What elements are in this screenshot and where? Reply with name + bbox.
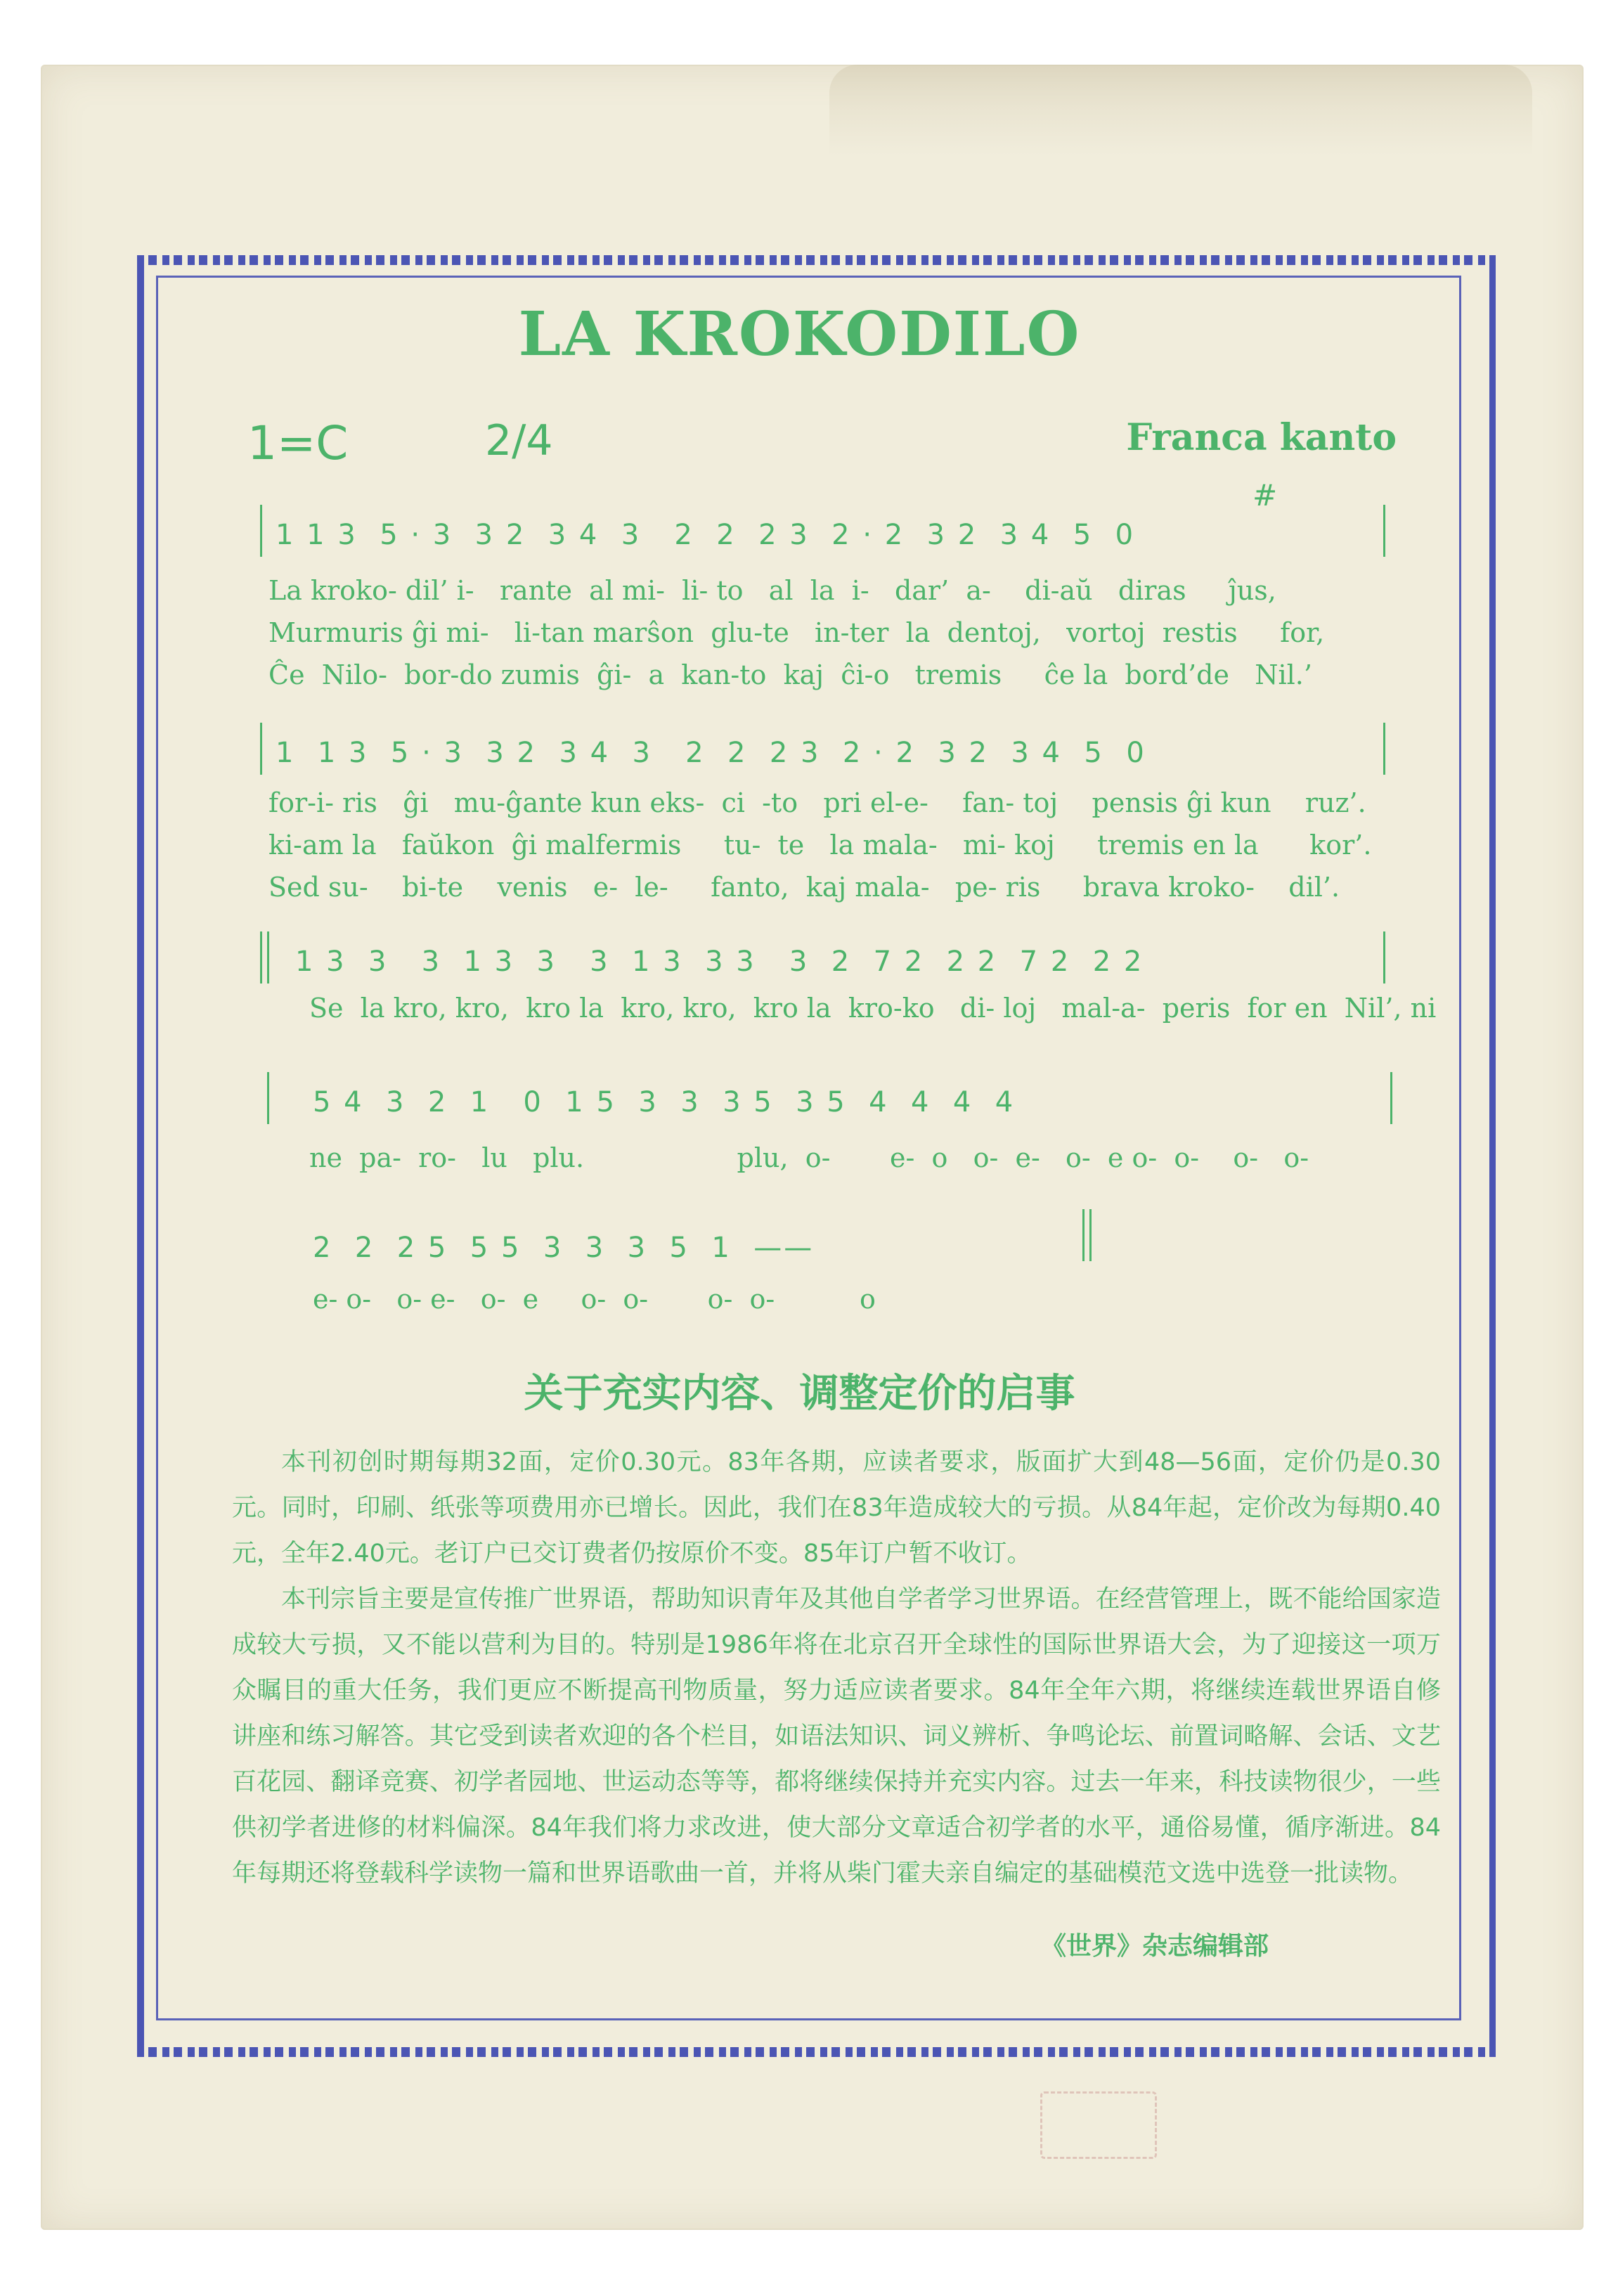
song-origin: Franca kanto bbox=[1126, 416, 1397, 459]
notice-paragraph-1: 本刊初创时期每期32面，定价0.30元。83年各期，应读者要求，版面扩大到48—56面，定价仍是0.30元。同时，印刷、纸张等项费用亦已增长。因此，我们在83年造成较大的亏损。从84年起，定价改为每期0.40元，全年2.40元。老订户已交订费者仍按原价不变。85年订户暂不收订。 bbox=[232, 1448, 1441, 1568]
lyric-line-2-verse-3: Sed su- bi-te venis e- le- fanto, kaj mala- pe- ris brava kroko- dil’. bbox=[268, 872, 1340, 903]
song-title: LA KROKODILO bbox=[518, 299, 1081, 370]
lyric-line-2-verse-1: for-i- ris ĝi mu-ĝante kun eks- ci -to pri el-e- fan- toj pensis ĝi kun ruz’. bbox=[268, 787, 1366, 818]
paper-fold bbox=[829, 65, 1532, 156]
barline bbox=[1089, 1209, 1092, 1261]
time-signature: 2/4 bbox=[485, 416, 553, 465]
notice-signature: 《世界》杂志编辑部 bbox=[1040, 1932, 1269, 1961]
notation-line-5: 2 2 2 5 5 5 3 3 3 5 1 —— bbox=[313, 1232, 815, 1264]
lyric-line-1-verse-3: Ĉe Nilo- bor-do zumis ĝi- a kan-to kaj ĉi-o tremis ĉe la bord’de Nil.’ bbox=[268, 659, 1312, 690]
lyric-line-2-verse-2: ki-am la faŭkon ĝi malfermis tu- te la mala- mi- koj tremis en la kor’. bbox=[268, 830, 1372, 860]
barline bbox=[1383, 723, 1385, 775]
barline bbox=[1390, 1072, 1392, 1124]
lyric-line-1-verse-2: Murmuris ĝi mi- li-tan marŝon glu-te in-ter la dentoj, vortoj restis for, bbox=[268, 617, 1325, 648]
barline bbox=[260, 505, 262, 557]
lyric-line-3: Se la kro, kro, kro la kro, kro, kro la kro-ko di- loj mal-a- peris for en Nil’, ni bbox=[309, 993, 1437, 1024]
barline bbox=[260, 931, 262, 983]
barline bbox=[267, 1072, 269, 1124]
key-signature: 1=C bbox=[247, 416, 349, 470]
notation-line-4: 5 4 3 2 1 0 1 5 3 3 3 5 3 5 4 4 4 4 bbox=[313, 1086, 1016, 1118]
barline bbox=[1383, 505, 1385, 557]
lyric-line-4: ne pa- ro- lu plu. plu, o- e- o o- e- o- e o- o- o- o- bbox=[309, 1142, 1309, 1173]
notation-line-2: 1 1 3 5 · 3 3 2 3 4 3 2 2 2 3 2 · 2 3 2 3 4 5 0 bbox=[276, 737, 1146, 769]
notation-line-3: 1 3 3 3 1 3 3 3 1 3 3 3 3 2 7 2 2 2 7 2 2 2 bbox=[295, 946, 1144, 978]
lyric-line-5: e- o- o- e- o- e o- o- o- o- o bbox=[313, 1284, 876, 1315]
barline bbox=[1383, 931, 1385, 983]
notation-line-1: 1 1 3 5 · 3 3 2 3 4 3 2 2 2 3 2 · 2 3 2 3 4 5 0 bbox=[276, 519, 1136, 551]
barline bbox=[267, 931, 269, 983]
notice-title: 关于充实内容、调整定价的启事 bbox=[524, 1371, 1075, 1417]
barline bbox=[260, 723, 262, 775]
barline bbox=[1082, 1209, 1085, 1261]
notice-paragraph-2: 本刊宗旨主要是宣传推广世界语，帮助知识青年及其他自学者学习世界语。在经营管理上，既不能给国家造成较大亏损，又不能以营利为目的。特别是1986年将在北京召开全球性的国际世界语大会，为了迎接这一项万众瞩目的重大任务，我们更应不断提高刊物质量，努力适应读者要求。84年全年六期，将继续连载世界语自修讲座和练习解答。其它受到读者欢迎的各个栏目，如语法知识、词义辨析、争鸣论坛、前置词略解、会话、文艺百花园、翻译竞赛、初学者园地、世运动态等等，都将继续保持并充实内容。过去一年来，科技读物很少，一些供初学者进修的材料偏深。84年我们将力求改进，使大部分文章适合初学者的水平，通俗易懂，循序渐进。84年每期还将登载科学读物一篇和世界语歌曲一首，并将从柴门霍夫亲自编定的基础模范文选中选登一批读物。 bbox=[232, 1585, 1441, 1888]
faint-stamp bbox=[1040, 2091, 1157, 2159]
sharp-sign: # bbox=[1252, 478, 1278, 512]
lyric-line-1-verse-1: La kroko- dil’ i- rante al mi- li- to al la i- dar’ a- di-aŭ diras ĵus, bbox=[268, 575, 1276, 606]
